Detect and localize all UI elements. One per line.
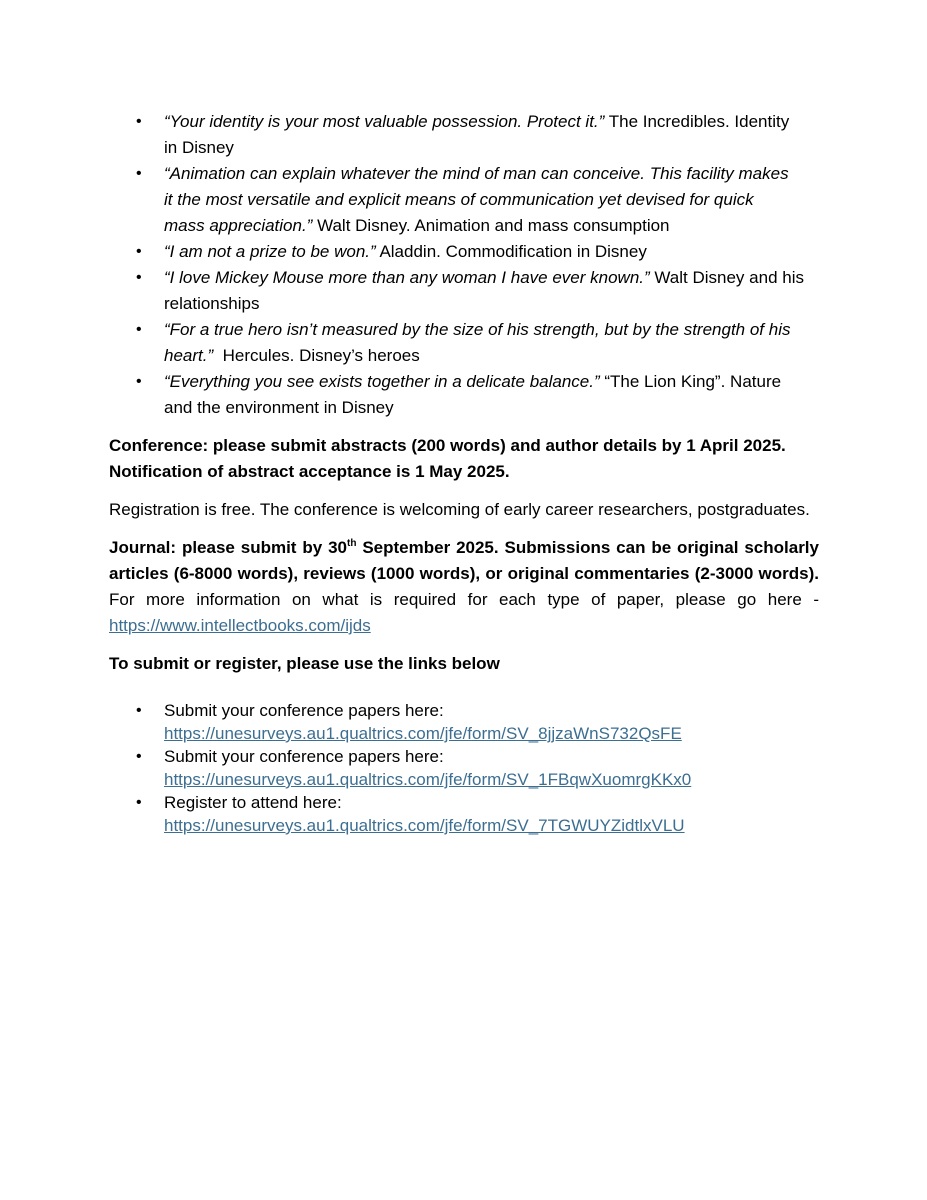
list-item [109, 791, 819, 837]
quote-text: heart.” [164, 346, 214, 365]
bullet-icon: • [136, 243, 142, 260]
list-item [109, 699, 819, 745]
link-label: Register to attend here: [164, 793, 342, 812]
list-item [109, 239, 819, 265]
quote-source: “The Lion King”. Nature [599, 372, 782, 391]
quote-text: “Everything you see exists together in a delicate balance.” [164, 372, 600, 391]
journal-section [109, 535, 819, 639]
submit-heading: To submit or register, please use the links below [109, 654, 500, 673]
conference-deadline [109, 433, 819, 485]
quote-text: “Animation can explain whatever the mind of man can conceive. This facility makes [164, 164, 789, 183]
quote-source: The Incredibles. Identity [604, 112, 790, 131]
bullet-icon: • [136, 113, 142, 130]
quote-text: it the most versatile and explicit means of communication yet devised for quick [164, 190, 754, 209]
quote-source: and the environment in Disney [164, 398, 394, 417]
register-link[interactable]: https://unesurveys.au1.qualtrics.com/jfe/form/SV_7TGWUYZidtlxVLU [164, 816, 685, 835]
quote-text: “For a true hero isn’t measured by the size of his strength, but by the strength of his [164, 320, 791, 339]
journal-info: For more information on what is required for each type of paper, please go here - [109, 590, 819, 609]
quote-text: “I am not a prize to be won.” [164, 242, 376, 261]
quote-source: Walt Disney and his [649, 268, 804, 287]
quote-source: relationships [164, 294, 260, 313]
list-item [109, 265, 819, 317]
quote-source: Hercules. Disney’s heroes [213, 346, 420, 365]
quote-text: “I love Mickey Mouse more than any woman I have ever known.” [164, 268, 650, 287]
quote-text: “Your identity is your most valuable possession. Protect it.” [164, 112, 605, 131]
registration-note: Registration is free. The conference is welcoming of early career researchers, postgraduates. [109, 500, 810, 519]
quote-source: Walt Disney. Animation and mass consumption [312, 216, 670, 235]
list-item [109, 369, 819, 421]
bullet-icon: • [136, 702, 142, 719]
journal-text: September 2025. Submissions can be original scholarly [356, 538, 819, 557]
quote-source: in Disney [164, 138, 234, 157]
list-item [109, 109, 819, 161]
bullet-icon: • [136, 794, 142, 811]
journal-link-line [109, 613, 819, 639]
submit-papers-link[interactable]: https://unesurveys.au1.qualtrics.com/jfe/form/SV_1FBqwXuomrgKKx0 [164, 770, 692, 789]
journal-link[interactable]: https://www.intellectbooks.com/ijds [109, 616, 371, 635]
conference-line: Conference: please submit abstracts (200 words) and author details by 1 April 2025. [109, 436, 786, 455]
list-item [109, 161, 819, 239]
journal-text: Journal: please submit by 30 [109, 538, 347, 557]
quote-source: Aladdin. Commodification in Disney [375, 242, 647, 261]
link-label: Submit your conference papers here: [164, 747, 444, 766]
bullet-icon: • [136, 748, 142, 765]
ordinal-suffix: th [346, 538, 357, 549]
submission-links-list [109, 699, 819, 837]
quotes-list [109, 109, 819, 421]
document-content [109, 109, 819, 837]
bullet-icon: • [136, 269, 142, 286]
list-item [109, 317, 819, 369]
bullet-icon: • [136, 321, 142, 338]
journal-line: articles (6-8000 words), reviews (1000 words), or original commentaries (2-3000 words). [109, 564, 819, 583]
list-item [109, 745, 819, 791]
conference-line: Notification of abstract acceptance is 1 May 2025. [109, 462, 510, 481]
link-label: Submit your conference papers here: [164, 701, 444, 720]
quote-text: mass appreciation.” [164, 216, 313, 235]
submit-papers-link[interactable]: https://unesurveys.au1.qualtrics.com/jfe/form/SV_8jjzaWnS732QsFE [164, 724, 682, 743]
journal-line [109, 535, 819, 561]
bullet-icon: • [136, 373, 142, 390]
bullet-icon: • [136, 165, 142, 182]
